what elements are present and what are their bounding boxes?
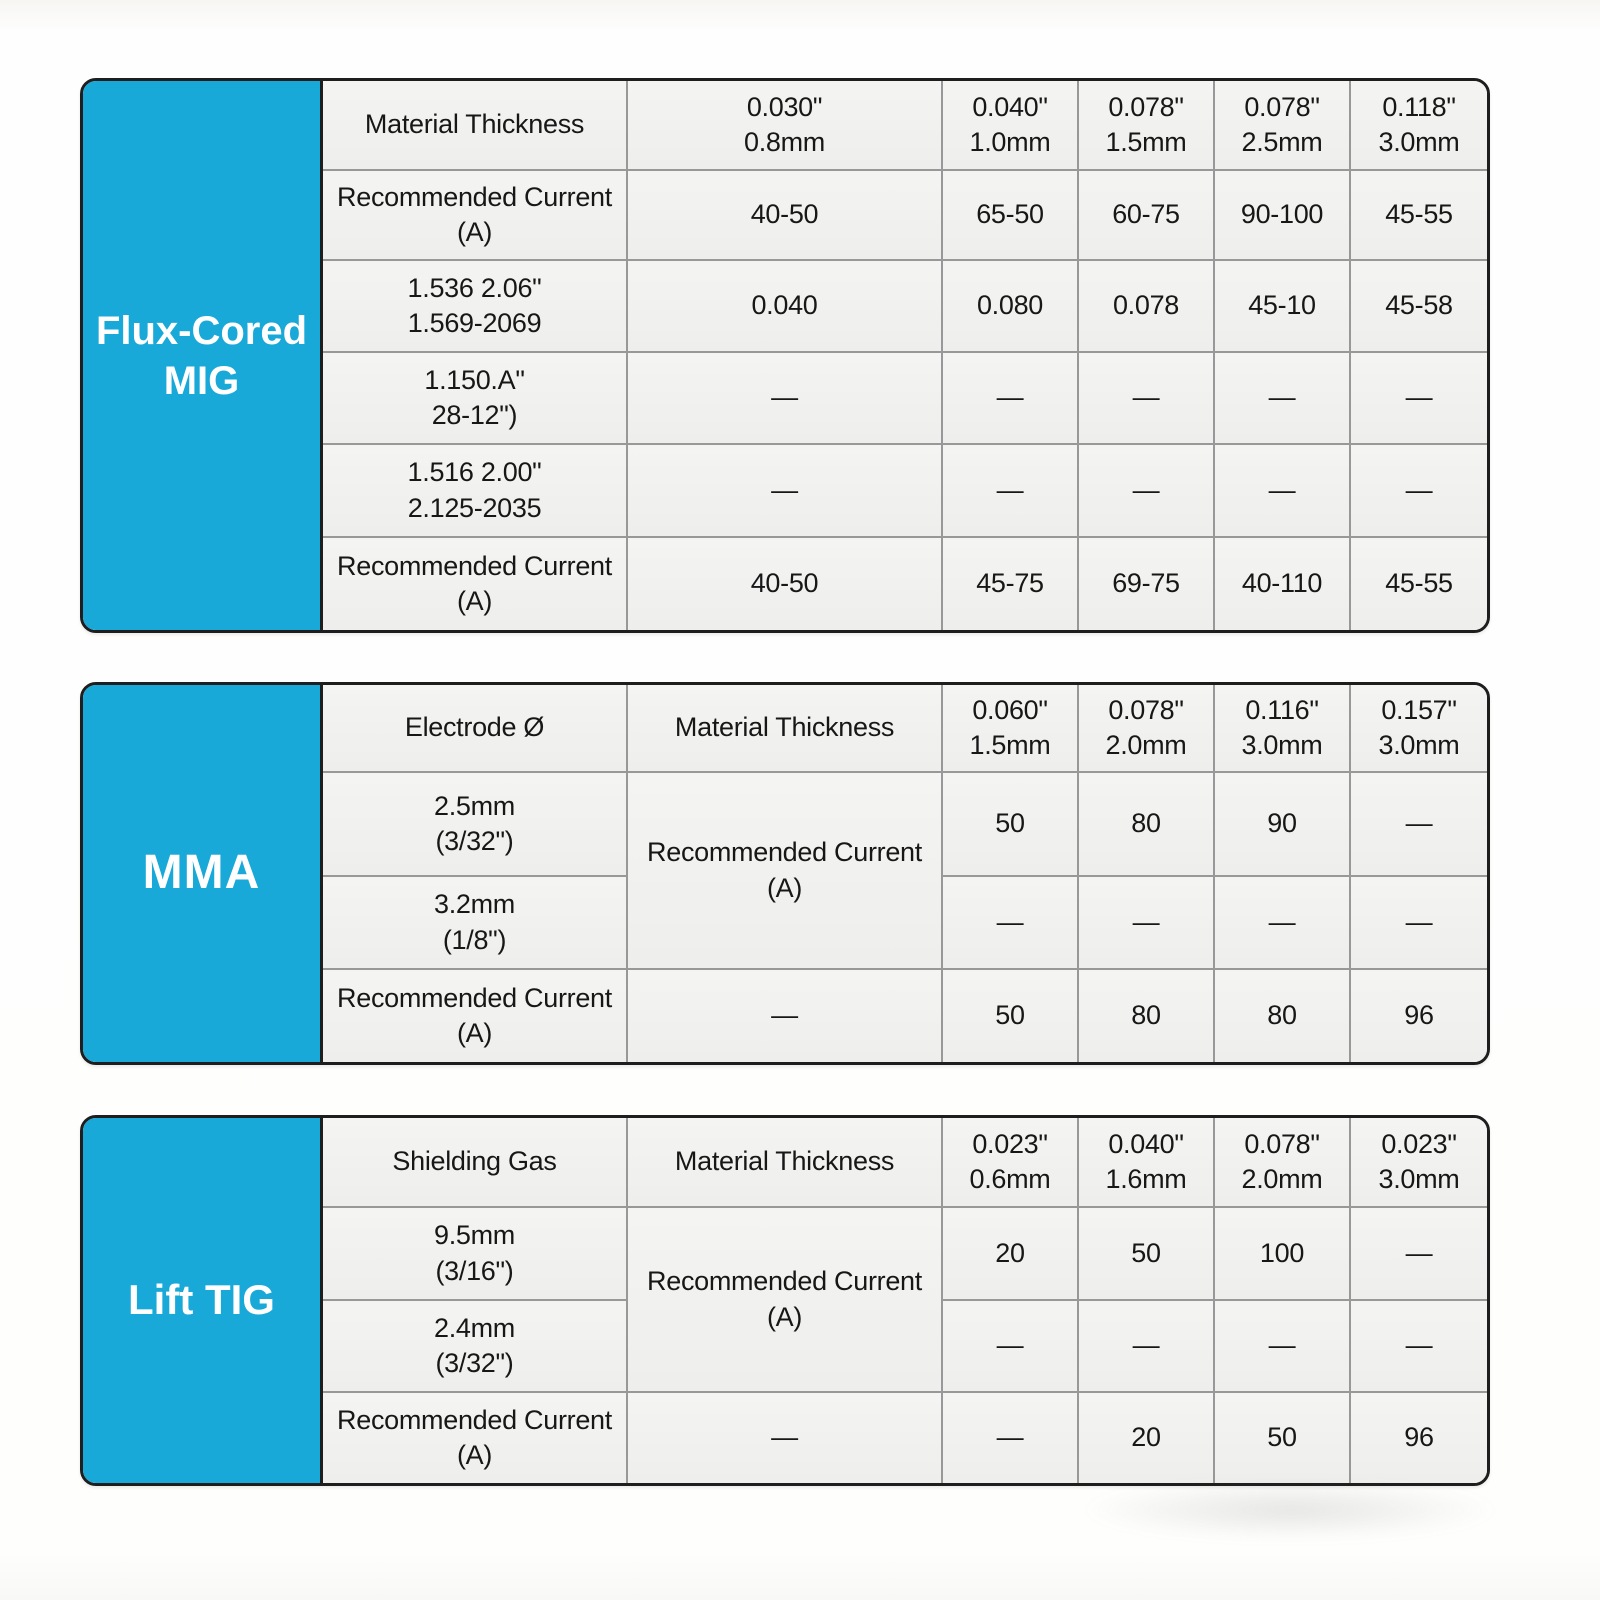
data-cell: — [1079, 353, 1215, 445]
data-cell: 45-55 [1351, 538, 1487, 630]
mma-table [80, 682, 1490, 1065]
column-header: Electrode Ø [323, 685, 628, 773]
data-cell: 50 [1215, 1393, 1351, 1483]
column-header: 0.078" 2.0mm [1215, 1118, 1351, 1208]
row-label: 1.536 2.06" 1.569-2069 [323, 261, 628, 353]
row-label: 1.150.A" 28-12") [323, 353, 628, 445]
data-cell: — [1079, 1301, 1215, 1393]
data-cell: 20 [943, 1208, 1079, 1301]
data-cell: 40-50 [628, 171, 943, 261]
column-header: Material Thickness [628, 1118, 943, 1208]
table-title: Lift TIG [83, 1118, 323, 1483]
data-cell: 80 [1215, 970, 1351, 1062]
data-cell: 80 [1079, 970, 1215, 1062]
column-header: 0.078" 2.0mm [1079, 685, 1215, 773]
column-header: Shielding Gas [323, 1118, 628, 1208]
row-label: 9.5mm (3/16") [323, 1208, 628, 1301]
data-cell: 96 [1351, 1393, 1487, 1483]
row-label: Recommended Current (A) [323, 538, 628, 630]
row-label: 2.4mm (3/32") [323, 1301, 628, 1393]
data-cell: — [628, 1393, 943, 1483]
data-cell: — [1079, 877, 1215, 970]
data-cell: 100 [1215, 1208, 1351, 1301]
merged-row-label: Recommended Current (A) [628, 773, 943, 970]
data-cell: 0.078 [1079, 261, 1215, 353]
row-label: 2.5mm (3/32") [323, 773, 628, 877]
data-cell: 90 [1215, 773, 1351, 877]
column-header: 0.023" 0.6mm [943, 1118, 1079, 1208]
data-cell: — [1351, 773, 1487, 877]
merged-row-label: Recommended Current (A) [628, 1208, 943, 1393]
data-cell: 40-50 [628, 538, 943, 630]
data-cell: — [943, 353, 1079, 445]
data-cell: — [1351, 445, 1487, 538]
table-title: Flux-Cored MIG [83, 81, 323, 630]
data-cell: 20 [1079, 1393, 1215, 1483]
data-cell: — [1215, 445, 1351, 538]
data-cell: — [943, 1393, 1079, 1483]
data-cell: — [628, 970, 943, 1062]
data-cell: 40-110 [1215, 538, 1351, 630]
row-label: Recommended Current (A) [323, 1393, 628, 1483]
data-cell: — [943, 1301, 1079, 1393]
data-cell: — [1215, 1301, 1351, 1393]
data-cell: 90-100 [1215, 171, 1351, 261]
row-label: 3.2mm (1/8") [323, 877, 628, 970]
data-cell: — [943, 877, 1079, 970]
data-cell: 0.080 [943, 261, 1079, 353]
data-cell: 60-75 [1079, 171, 1215, 261]
data-cell: — [1351, 1208, 1487, 1301]
column-header: Material Thickness [628, 685, 943, 773]
column-header: 0.023" 3.0mm [1351, 1118, 1487, 1208]
data-cell: 0.030" 0.8mm [628, 81, 943, 171]
column-header: 0.157" 3.0mm [1351, 685, 1487, 773]
data-cell: 80 [1079, 773, 1215, 877]
data-cell: 50 [943, 970, 1079, 1062]
data-cell: 96 [1351, 970, 1487, 1062]
column-header: 0.040" 1.6mm [1079, 1118, 1215, 1208]
column-header: 0.116" 3.0mm [1215, 685, 1351, 773]
data-cell: 0.040" 1.0mm [943, 81, 1079, 171]
data-cell: 69-75 [1079, 538, 1215, 630]
data-cell: 50 [943, 773, 1079, 877]
data-cell: — [1351, 1301, 1487, 1393]
row-label: Recommended Current (A) [323, 171, 628, 261]
data-cell: — [1215, 353, 1351, 445]
data-cell: 45-75 [943, 538, 1079, 630]
data-cell: 45-55 [1351, 171, 1487, 261]
column-header: 0.060" 1.5mm [943, 685, 1079, 773]
data-cell: 45-58 [1351, 261, 1487, 353]
data-cell: 45-10 [1215, 261, 1351, 353]
flux-cored-mig-table [80, 78, 1490, 633]
data-cell: — [943, 445, 1079, 538]
data-cell: — [1079, 445, 1215, 538]
data-cell: 50 [1079, 1208, 1215, 1301]
data-cell: 0.118" 3.0mm [1351, 81, 1487, 171]
data-cell: 0.078" 2.5mm [1215, 81, 1351, 171]
data-cell: — [1351, 353, 1487, 445]
data-cell: 0.078" 1.5mm [1079, 81, 1215, 171]
data-cell: 0.040 [628, 261, 943, 353]
table-title: MMA [83, 685, 323, 1062]
data-cell: 65-50 [943, 171, 1079, 261]
lift-tig-table [80, 1115, 1490, 1486]
data-cell: — [628, 353, 943, 445]
row-label: 1.516 2.00" 2.125-2035 [323, 445, 628, 538]
data-cell: — [1351, 877, 1487, 970]
data-cell: — [1215, 877, 1351, 970]
row-label: Recommended Current (A) [323, 970, 628, 1062]
data-cell: — [628, 445, 943, 538]
row-label: Material Thickness [323, 81, 628, 171]
